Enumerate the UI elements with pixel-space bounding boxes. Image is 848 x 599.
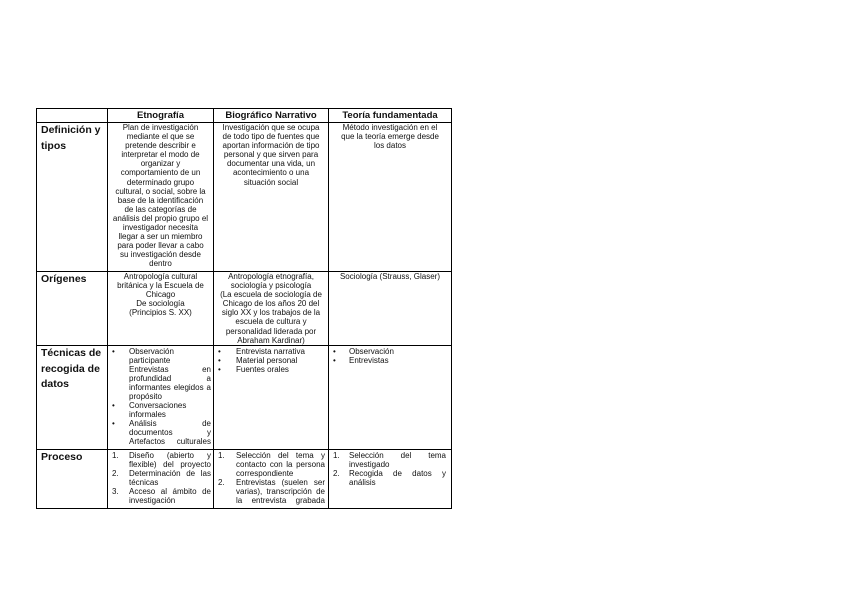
list-item [218,347,325,356]
bullet-marker: • [112,401,115,411]
number-marker: 1. [218,450,225,460]
cell-tecnicas-teoria [329,346,452,450]
list-item-text: Observación [349,346,394,356]
list-item-text: Entrevistas [349,355,389,365]
list-item [112,451,211,469]
row-label-proceso: Proceso [37,450,108,509]
list-item-text: Material personal [236,355,298,365]
cell-tecnicas-etnografia [108,346,214,450]
header-biografico-narrativo: Biográfico Narrativo [214,109,329,123]
list-item-text: Entrevistas (suelen ser varias), transcripción de la entrevista grabada [236,477,325,505]
list-item [218,451,325,478]
cell-origenes-etnografia: Antropología cultural británica y la Escuela de Chicago De sociología (Principios S. XX) [108,272,214,346]
bullet-marker: • [112,419,115,429]
list-item-text: Selección del tema y contacto con la persona correspondiente [236,450,325,478]
list-item-text: Observación participante Entrevistas en profundidad a informantes elegidos a propósito [129,346,211,401]
bullet-marker: • [333,346,336,356]
cell-tecnicas-biografico [214,346,329,450]
bullet-marker: • [333,355,336,365]
number-marker: 3. [112,486,119,496]
number-marker: 2. [112,468,119,478]
list-item [112,347,211,402]
number-marker: 1. [333,450,340,460]
comparison-table [36,108,452,509]
list-item-text: Conversaciones informales [129,401,187,420]
bullet-marker: • [112,346,115,356]
list-item-text: Acceso al ámbito de investigación [129,486,211,505]
list-item [218,478,325,505]
bullet-marker: • [218,364,221,374]
row-label-tecnicas: Técnicas de recogida de datos [37,346,108,450]
bullet-marker: • [218,355,221,365]
list-item [112,487,211,505]
list-item [333,347,446,356]
list-item-text: Entrevista narrativa [236,346,305,356]
list-item [112,419,211,446]
list-item [218,365,325,374]
list-item [218,356,325,365]
number-marker: 2. [333,468,340,478]
list-item-text: Determinación de las técnicas [129,468,211,487]
list-item [112,469,211,487]
list-item [112,401,211,419]
cell-proceso-biografico [214,450,329,509]
row-label-definicion: Definición y tipos [37,123,108,272]
cell-origenes-teoria: Sociología (Strauss, Glaser) [329,272,452,346]
cell-proceso-teoria [329,450,452,509]
cell-definicion-teoria: Método investigación en el que la teoría emerge desde los datos [329,123,452,272]
list-item-text: Fuentes orales [236,364,289,374]
list-item-text: Selección del tema investigado [349,450,446,469]
header-etnografia: Etnografía [108,109,214,123]
list-item-text: Diseño (abierto y flexible) del proyecto [129,450,211,469]
number-marker: 1. [112,450,119,460]
header-teoria-fundamentada: Teoría fundamentada [329,109,452,123]
cell-definicion-biografico: Investigación que se ocupa de todo tipo de fuentes que aportan información de tipo personal y que sirven para documentar una vida, un acontecimiento o una situación social [214,123,329,272]
list-item [333,451,446,469]
cell-origenes-biografico: Antropología etnografía, sociología y psicología (La escuela de sociología de Chicago de los años 20 del siglo XX y los trabajos de la escuela de cultura y personalidad liderada por Abraham Kardinar) [214,272,329,346]
bullet-marker: • [218,346,221,356]
cell-proceso-etnografia [108,450,214,509]
header-corner [37,109,108,123]
number-marker: 2. [218,477,225,487]
list-item [333,356,446,365]
list-item-text: Recogida de datos y análisis [349,468,446,487]
list-item-text: Análisis de documentos y Artefactos culturales [129,419,211,447]
row-label-origenes: Orígenes [37,272,108,346]
cell-definicion-etnografia: Plan de investigación mediante el que se pretende describir e interpretar el modo de organizar y comportamiento de un determinado grupo cultural, o social, sobre la base de la identificación de las categorías de análisis del propio grupo el investigador necesita llegar a ser un miembro para poder llevar a cabo su investigación desde dentro [108,123,214,272]
list-item [333,469,446,487]
